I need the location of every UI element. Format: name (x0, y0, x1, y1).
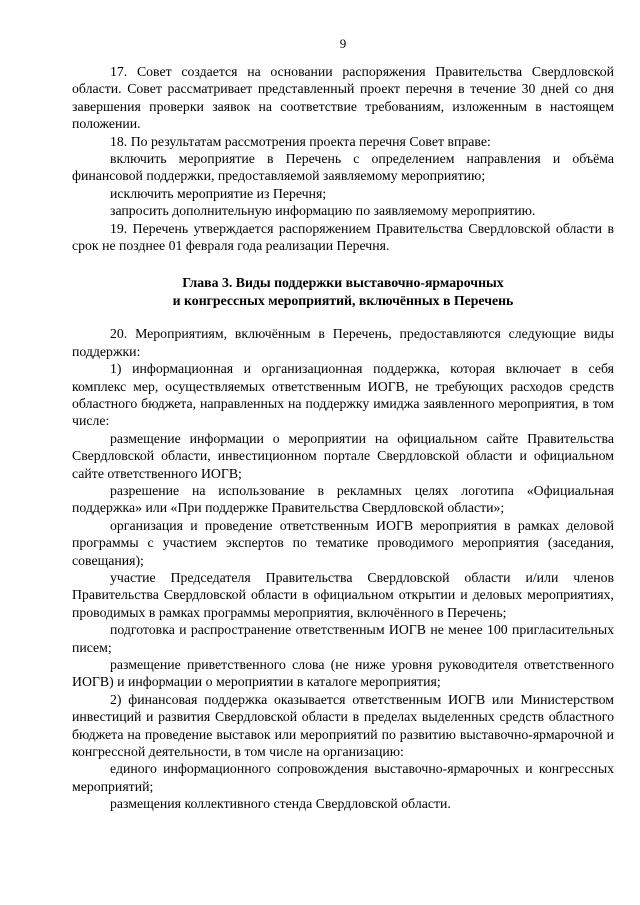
paragraph-18-item-request: запросить дополнительную информацию по заявляемому мероприятию. (110, 203, 536, 219)
list-item: единого информационного сопровождения выставочно-ярмарочных и конгрессных мероприятий; (72, 761, 614, 794)
paragraph-20-item-1: 1) информационная и организационная поддержка, которая включает в себя комплекс мер, осуществляемых ответственным ИОГВ, не требующих расходов средств областного бюджета, направленных на поддержку имиджа заявленного мероприятия, в том числе: (72, 361, 614, 429)
chapter-heading-line-1: Глава 3. Виды поддержки выставочно-ярмарочных (182, 275, 504, 291)
spacer (72, 254, 614, 274)
paragraph-19: 19. Перечень утверждается распоряжением Правительства Свердловской области в срок не позднее 01 февраля года реализации Перечня. (72, 220, 614, 254)
list-item: размещения коллективного стенда Свердловской области. (110, 796, 451, 812)
paragraph-20-item-2: 2) финансовая поддержка оказывается ответственным ИОГВ или Министерством инвестиций и развития Свердловской области в пределах выделенных средств областного бюджета на проведение выставок или мероприятий по развитию выставочно-ярмарочной и конгрессной деятельности, в том числе на организацию: (72, 691, 614, 760)
chapter-heading-line-2: и конгрессных мероприятий, включённых в Перечень (172, 292, 514, 308)
list-item: организация и проведение ответственным ИОГВ мероприятия в рамках деловой программы с участием экспертов по тематике проводимого мероприятия (заседания, совещания); (72, 517, 614, 568)
paragraph-18-item-exclude: исключить мероприятие из Перечня; (110, 185, 327, 201)
list-item: участие Председателя Правительства Свердловской области и/или членов Правительства Свердловской области в официальном открытии и деловых мероприятиях, проводимых в рамках программы мероприятия, включённого в Перечень; (72, 569, 614, 620)
paragraph-18-item-include: включить мероприятие в Перечень с определением направления и объёма финансовой поддержки, предоставляемой заявляемому мероприятию; (72, 151, 614, 184)
paragraph-17: 17. Совет создается на основании распоряжения Правительства Свердловской области. Совет рассматривает представленный проект перечня в течение 30 дней со дня завершения проверки заявок на соответствие требованиям, изложенным в настоящем положении. (72, 64, 614, 132)
list-item: подготовка и распространение ответственным ИОГВ не менее 100 пригласительных писем; (72, 622, 614, 655)
spacer (72, 309, 614, 325)
paragraph-20: 20. Мероприятиям, включённым в Перечень, предоставляются следующие виды поддержки: (72, 326, 614, 359)
list-item: размещение информации о мероприятии на официальном сайте Правительства Свердловской области, инвестиционном портале Свердловской области и официальном сайте ответственного ИОГВ; (72, 430, 614, 481)
list-item: размещение приветственного слова (не ниже уровня руководителя ответственного ИОГВ) и информации о мероприятии в каталоге мероприятия; (72, 657, 614, 690)
list-item: разрешение на использование в рекламных целях логотипа «Официальная поддержка» или «При поддержке Правительства Свердловской области»; (72, 482, 614, 516)
chapter-heading (72, 274, 614, 309)
paragraph-18: 18. По результатам рассмотрения проекта перечня Совет вправе: (110, 133, 491, 149)
page-number: 9 (339, 36, 347, 51)
